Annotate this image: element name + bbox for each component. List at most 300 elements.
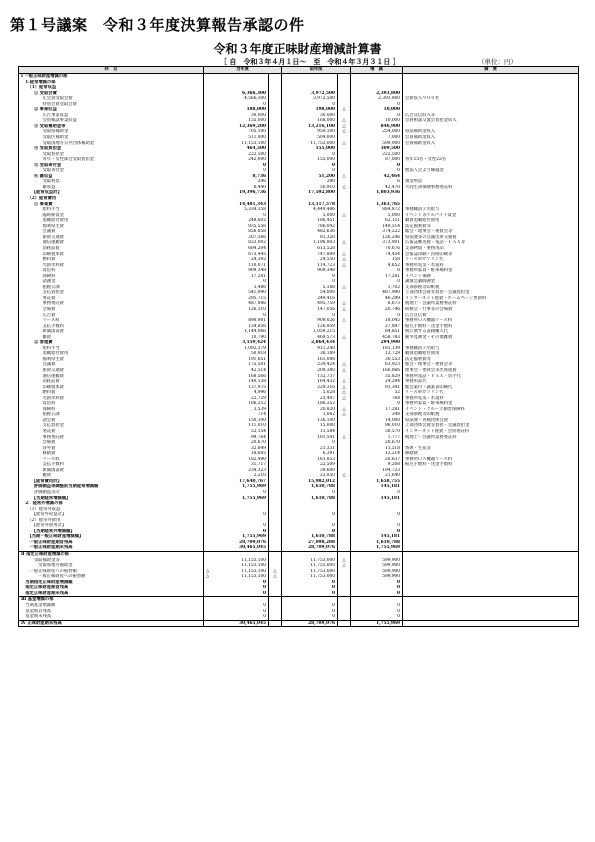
row-current: 17,640,767 bbox=[204, 479, 269, 485]
row-note: 職員退職給付費用 bbox=[403, 351, 579, 357]
row-current: 18,605 bbox=[204, 451, 269, 457]
row-item: ① 受取会費 bbox=[19, 91, 204, 97]
row-change-sign: △ bbox=[338, 185, 351, 191]
row-current: 6,366,300 bbox=[204, 91, 269, 97]
row-previous: 0 bbox=[282, 591, 338, 597]
row-note: 税に関する書籍購入代 bbox=[403, 329, 579, 335]
row-current: 935,556 bbox=[204, 224, 269, 230]
row-change: 0 bbox=[351, 591, 403, 597]
col-header-current: 当年度 bbox=[204, 67, 282, 74]
row-note: 税理士・会議所業務委託料 bbox=[403, 301, 579, 307]
row-note: 研修会・行事等の会場費 bbox=[403, 307, 579, 313]
row-current-sign: △ bbox=[206, 568, 210, 574]
row-previous: 11,753,000 bbox=[282, 141, 338, 147]
row-current: 0 bbox=[204, 609, 269, 615]
row-change: 91,341 bbox=[351, 385, 403, 391]
row-previous: 2,864,434 bbox=[282, 340, 338, 346]
row-change-sign: △ bbox=[338, 107, 351, 113]
row-change: 126,246 bbox=[351, 235, 403, 241]
row-change-sign: △ bbox=[338, 301, 351, 307]
row-item: 基金期首残高 bbox=[19, 609, 204, 615]
row-item: リース料 bbox=[19, 318, 204, 324]
row-item: 新聞図書費 bbox=[19, 468, 204, 474]
row-item: 雑収益 bbox=[19, 185, 204, 191]
row-change: 1,803,936 bbox=[351, 190, 403, 196]
row-note: 総会・理事会・委員会等 bbox=[403, 362, 579, 368]
row-item: 一般正味財産期首残高 bbox=[19, 540, 204, 546]
row-previous: 15,000 bbox=[282, 423, 338, 429]
row-current: 541,990 bbox=[204, 290, 269, 296]
row-change-sign: △ bbox=[338, 263, 351, 269]
row-previous: 747,899 bbox=[282, 252, 338, 258]
row-previous: 0 bbox=[282, 585, 338, 591]
row-change: 42,470 bbox=[351, 185, 403, 191]
row-item: 受取県補助金 bbox=[19, 129, 204, 135]
row-item: Ⅰ 一般正味財産増減の部 bbox=[19, 74, 204, 80]
row-item: 光熱水料費 bbox=[19, 396, 204, 402]
row-item: 保険料 bbox=[19, 274, 204, 280]
row-current: 3,159,424 bbox=[204, 340, 269, 346]
row-change: 768 bbox=[351, 396, 403, 402]
row-previous: 30,000 bbox=[282, 113, 338, 119]
row-previous: 290 bbox=[282, 179, 338, 185]
row-change: 8,673 bbox=[351, 301, 403, 307]
row-previous: 20,820 bbox=[282, 407, 338, 413]
row-previous: 229,316 bbox=[282, 385, 338, 391]
row-change: 166,866 bbox=[351, 368, 403, 374]
row-change: 1,702 bbox=[351, 285, 403, 291]
row-change: 0 bbox=[351, 268, 403, 274]
row-previous: 147,056 bbox=[282, 307, 338, 313]
row-previous: 11,753,000 bbox=[282, 574, 338, 580]
row-item: 事務委託費 bbox=[19, 301, 204, 307]
row-current: 0 bbox=[204, 585, 269, 591]
row-current: 296 bbox=[204, 179, 269, 185]
row-previous: 0 bbox=[282, 609, 338, 615]
row-change: 0 bbox=[351, 102, 403, 108]
row-previous-sign: △ bbox=[269, 574, 282, 580]
row-item: 評価損益等計 bbox=[19, 490, 204, 496]
row-change: 0 bbox=[351, 609, 403, 615]
row-previous: 136,100 bbox=[282, 418, 338, 424]
row-change: 884,872 bbox=[351, 207, 403, 213]
row-change: 222,500 bbox=[351, 152, 403, 158]
row-note: 事務所ＯＡ機器リース料 bbox=[403, 318, 579, 324]
row-item: 受取補助金等 bbox=[19, 558, 204, 564]
row-previous: 495,759 bbox=[282, 301, 338, 307]
row-current: 2,210 bbox=[204, 473, 269, 479]
row-item: 燃料費 bbox=[19, 390, 204, 396]
row-change-sign: △ bbox=[338, 379, 351, 385]
row-note: 慶弔見舞金・その他雑費 bbox=[403, 335, 579, 341]
row-previous: 13,584 bbox=[282, 429, 338, 435]
row-previous: 23,497 bbox=[282, 396, 338, 402]
row-previous: 13,117,578 bbox=[282, 202, 338, 208]
row-change: 27,897 bbox=[351, 324, 403, 330]
row-item: 【当期一般正味財産増減額】 bbox=[19, 534, 204, 540]
row-previous: 126,959 bbox=[282, 324, 338, 330]
row-item: 保険料 bbox=[19, 407, 204, 413]
row-item: （1）経常収益 bbox=[19, 85, 204, 91]
row-current: 0 bbox=[204, 614, 269, 620]
row-item: 当期指定正味財産増減額 bbox=[19, 580, 204, 586]
row-item: （2）経常費用 bbox=[19, 196, 204, 202]
row-item: 受取国地方公共団体補助金 bbox=[19, 141, 204, 147]
row-previous: 186,451 bbox=[282, 218, 338, 224]
row-current: 8,440 bbox=[204, 185, 269, 191]
row-change: 145,181 bbox=[351, 484, 403, 490]
row-item: 諸謝金 bbox=[19, 279, 204, 285]
row-change: 0 bbox=[351, 603, 403, 609]
row-change: 21,640 bbox=[351, 473, 403, 479]
row-change: 10,000 bbox=[351, 118, 403, 124]
row-current: 4,996 bbox=[204, 390, 269, 396]
row-note: 事務職員２名給与 bbox=[403, 207, 579, 213]
row-note: 事務所電気・水道料 bbox=[403, 396, 579, 402]
row-item: 旅費交通費 bbox=[19, 235, 204, 241]
row-note: 会員補助金収入 bbox=[403, 141, 579, 147]
row-item: 評価損益等調整前当期経常増減額 bbox=[19, 484, 204, 490]
row-previous: 0 bbox=[282, 490, 338, 496]
row-change: 846,900 bbox=[351, 124, 403, 130]
row-change-sign: △ bbox=[338, 129, 351, 135]
row-note: イベント保険 bbox=[403, 274, 579, 280]
row-change: 11,518 bbox=[351, 446, 403, 452]
row-item: 事務委託費 bbox=[19, 435, 204, 441]
row-change: 87,000 bbox=[351, 157, 403, 163]
row-current: 4,566,300 bbox=[204, 96, 269, 102]
row-previous: 161,853 bbox=[282, 457, 338, 463]
row-note: 県法連等の会議出席交通費 bbox=[403, 235, 579, 241]
row-note: 会員相談交流会負担金収入 bbox=[403, 118, 579, 124]
row-note: 事務所電気・水道料 bbox=[403, 263, 579, 269]
row-current: 126,310 bbox=[204, 307, 269, 313]
row-current: 30,465,045 bbox=[204, 545, 269, 551]
row-note: 青年15名・女性22名 bbox=[403, 157, 579, 163]
row-note: 上部団体会費等負担・会議負担金 bbox=[403, 423, 579, 429]
row-change: 0 bbox=[351, 113, 403, 119]
row-current: 856,858 bbox=[204, 229, 269, 235]
row-item: 燃料費 bbox=[19, 257, 204, 263]
row-current: 823,002 bbox=[204, 240, 269, 246]
row-previous: 0 bbox=[282, 102, 338, 108]
row-note: 総会・理事会・委員会等 bbox=[403, 229, 579, 235]
row-note bbox=[403, 620, 579, 627]
row-note: 支部県税等印紙税 bbox=[403, 285, 579, 291]
row-change: 32 bbox=[351, 390, 403, 396]
row-change: 0 bbox=[351, 523, 403, 529]
row-note: 事務所家賃・駐車場料金 bbox=[403, 268, 579, 274]
row-current: 0 bbox=[204, 580, 269, 586]
row-item: 支払負担金 bbox=[19, 290, 204, 296]
agenda-title: 第１号議案 令和３年度決算報告承認の件 bbox=[10, 16, 305, 34]
row-item: 1.経常増減の部 bbox=[19, 80, 204, 86]
row-note: インターネット経費・会員委託料 bbox=[403, 429, 579, 435]
row-current: 137,975 bbox=[204, 385, 269, 391]
row-change-sign: △ bbox=[338, 368, 351, 374]
row-current: 487,086 bbox=[204, 301, 269, 307]
row-current: 10,790 bbox=[204, 335, 269, 341]
row-current: 0 bbox=[204, 523, 269, 529]
col-header-previous: 前年度 bbox=[282, 67, 351, 74]
row-change: 1,755,969 bbox=[351, 545, 403, 551]
row-note: 事務用品代 bbox=[403, 379, 579, 385]
row-previous: 909,026 bbox=[282, 318, 338, 324]
row-change-sign: △ bbox=[338, 563, 351, 569]
col-header-change: 増 減 bbox=[351, 67, 403, 74]
row-note: 税理士・会議所業務委託料 bbox=[403, 435, 579, 441]
row-change: 149,514 bbox=[351, 224, 403, 230]
row-current: 28,709,076 bbox=[204, 540, 269, 546]
row-previous: 0 bbox=[282, 603, 338, 609]
row-previous: 24,550 bbox=[282, 257, 338, 263]
row-current: 222,500 bbox=[204, 152, 269, 158]
row-change: 96,010 bbox=[351, 423, 403, 429]
row-item: 【当期経常外増減額】 bbox=[19, 529, 204, 535]
row-item: 基金期末残高 bbox=[19, 614, 204, 620]
row-item: ② 管理費 bbox=[19, 340, 204, 346]
row-item: 光熱水料費 bbox=[19, 263, 204, 269]
row-change-sign: △ bbox=[338, 124, 351, 130]
row-change: 599,900 bbox=[351, 563, 403, 569]
row-current: 42,514 bbox=[204, 368, 269, 374]
row-previous: 164,432 bbox=[282, 379, 338, 385]
row-change-sign: △ bbox=[338, 174, 351, 180]
row-item: 福利厚生費 bbox=[19, 224, 204, 230]
row-change: 24,294 bbox=[351, 379, 403, 385]
row-change: 194,723 bbox=[351, 468, 403, 474]
row-item: 会議費 bbox=[19, 229, 204, 235]
row-item: 旅費交通費 bbox=[19, 368, 204, 374]
row-change: 487,990 bbox=[351, 290, 403, 296]
row-change: 294,990 bbox=[351, 340, 403, 346]
row-note: イベント等アルバイト賃金 bbox=[403, 213, 579, 219]
row-current: 242,000 bbox=[204, 157, 269, 163]
row-current: 3,486 bbox=[204, 285, 269, 291]
row-change: 10,000 bbox=[351, 107, 403, 113]
row-item: 受取区補助金 bbox=[19, 135, 204, 141]
row-previous: 239,424 bbox=[282, 362, 338, 368]
row-current: 5,334,358 bbox=[204, 207, 269, 213]
row-change: 181,139 bbox=[351, 346, 403, 352]
row-previous: 54,000 bbox=[282, 290, 338, 296]
row-item: 退職給付費用 bbox=[19, 218, 204, 224]
row-current: 0 bbox=[204, 529, 269, 535]
row-item: 会場費 bbox=[19, 307, 204, 313]
row-item: 広告事業収益 bbox=[19, 113, 204, 119]
row-current: △ 11,153,100 bbox=[204, 569, 269, 575]
row-item: 臨時雇賃金 bbox=[19, 213, 204, 219]
row-item: 受取利息 bbox=[19, 179, 204, 185]
row-change: 0 bbox=[351, 512, 403, 518]
row-previous: 1,062 bbox=[282, 412, 338, 418]
row-change: 1,363,765 bbox=[351, 202, 403, 208]
row-item: 消耗品費 bbox=[19, 379, 204, 385]
row-current: 111,010 bbox=[204, 423, 269, 429]
row-current: 186,252 bbox=[204, 401, 269, 407]
row-current: 110,071 bbox=[204, 263, 269, 269]
row-item: ② 事業収益 bbox=[19, 107, 204, 113]
row-change: 74,454 bbox=[351, 252, 403, 258]
row-item: 指定正味財産期首残高 bbox=[19, 585, 204, 591]
row-current: 191,651 bbox=[204, 357, 269, 363]
row-previous: 959,100 bbox=[282, 129, 338, 135]
row-current: 1,144,066 bbox=[204, 329, 269, 335]
row-item: 委託費 bbox=[19, 429, 204, 435]
row-previous: 15,982,012 bbox=[282, 479, 338, 485]
row-current: 1,755,969 bbox=[204, 534, 269, 540]
row-change-sign: △ bbox=[338, 240, 351, 246]
row-note: 事務職員２名給与 bbox=[403, 346, 579, 352]
row-current: 0 bbox=[204, 603, 269, 609]
row-item: 青年・女性部会受取負担金 bbox=[19, 157, 204, 163]
row-item: 支払手数料 bbox=[19, 324, 204, 330]
row-current: 32,849 bbox=[204, 446, 269, 452]
row-change-sign bbox=[338, 620, 351, 627]
row-change: 1,755,969 bbox=[351, 620, 403, 627]
row-current: 207,566 bbox=[204, 235, 269, 241]
row-note: インターネット経費・ホームページ更新料 bbox=[403, 296, 579, 302]
row-current: 684,204 bbox=[204, 246, 269, 252]
row-current: 14,481,343 bbox=[204, 202, 269, 208]
row-current: 52,154 bbox=[204, 429, 269, 435]
row-change: 0 bbox=[351, 313, 403, 319]
row-previous: 3,972,500 bbox=[282, 91, 338, 97]
row-current: 140,138 bbox=[204, 379, 269, 385]
col-header-item: 科 目 bbox=[19, 67, 204, 74]
row-change: 0 bbox=[351, 580, 403, 586]
row-current: 12,369,200 bbox=[204, 124, 269, 130]
row-current: 188,000 bbox=[204, 107, 269, 113]
row-change: 0 bbox=[351, 614, 403, 620]
row-change-sign: △ bbox=[338, 396, 351, 402]
row-previous: 469,573 bbox=[282, 335, 338, 341]
row-previous: 23,850 bbox=[282, 473, 338, 479]
row-previous: 5,000 bbox=[282, 213, 338, 219]
row-current: 154,856 bbox=[204, 324, 269, 330]
row-previous: 786,042 bbox=[282, 224, 338, 230]
row-item: 給料手当 bbox=[19, 346, 204, 352]
row-item: Ⅱ 指定正味財産増減の部 bbox=[19, 552, 204, 558]
row-previous: 132,737 bbox=[282, 374, 338, 380]
row-change: 9,208 bbox=[351, 462, 403, 468]
col-header-notes: 摘 要 bbox=[403, 67, 579, 74]
row-change: 62,151 bbox=[351, 218, 403, 224]
row-change: 309,500 bbox=[351, 146, 403, 152]
row-item: 退職給付費用 bbox=[19, 351, 204, 357]
row-item: Ⅳ 正味財産期末残高 bbox=[19, 620, 204, 627]
row-note: 香典・生花等 bbox=[403, 446, 579, 452]
statement-period: ［ 自 令和３年４月１日～ 至 令和４年３月３１日 ］ bbox=[220, 57, 400, 66]
row-change: 17,281 bbox=[351, 407, 403, 413]
row-current: 0 bbox=[204, 512, 269, 518]
row-item: ⑥ 雑収益 bbox=[19, 174, 204, 180]
row-note: 法定福利費等 bbox=[403, 357, 579, 363]
row-current: 31,717 bbox=[204, 462, 269, 468]
row-note: 会員補助金収入 bbox=[403, 135, 579, 141]
row-current: 234,323 bbox=[204, 468, 269, 474]
row-item: ③ 受取補助金等 bbox=[19, 124, 204, 130]
row-previous: 11,753,000 bbox=[282, 558, 338, 564]
row-previous: 0 bbox=[282, 152, 338, 158]
row-note: 職員退職給付費用 bbox=[403, 218, 579, 224]
row-change: 12,729 bbox=[351, 351, 403, 357]
row-item: 諸会費 bbox=[19, 418, 204, 424]
row-previous: 5,188 bbox=[282, 285, 338, 291]
row-change: 12,214 bbox=[351, 451, 403, 457]
row-item: 賃借料 bbox=[19, 401, 204, 407]
row-previous: 504,000 bbox=[282, 135, 338, 141]
row-note: 支部県税等印紙税 bbox=[403, 412, 579, 418]
row-current: 0 bbox=[204, 313, 269, 319]
row-item: 修繕費 bbox=[19, 451, 204, 457]
row-change: 0 bbox=[351, 168, 403, 174]
row-change: 4,652 bbox=[351, 263, 403, 269]
row-change: 2,393,800 bbox=[351, 91, 403, 97]
row-note: 広告宣伝収入等 bbox=[403, 113, 579, 119]
row-item: 会議費 bbox=[19, 362, 204, 368]
row-change: 348 bbox=[351, 412, 403, 418]
row-change: 1,777 bbox=[351, 435, 403, 441]
unit-label: （単位：円） bbox=[478, 58, 517, 66]
row-change: 158 bbox=[351, 257, 403, 263]
row-current: 0 bbox=[204, 163, 269, 169]
row-item: 支払負担金 bbox=[19, 423, 204, 429]
row-previous: 209,380 bbox=[282, 368, 338, 374]
row-previous: 11,753,000 bbox=[282, 569, 338, 575]
row-change: 0 bbox=[351, 401, 403, 407]
row-note: 振込手数料・送金手数料 bbox=[403, 462, 579, 468]
row-change: 0 bbox=[351, 279, 403, 285]
row-change: 373,901 bbox=[351, 240, 403, 246]
row-previous: 1,610,788 bbox=[282, 484, 338, 490]
row-change: 63,923 bbox=[351, 362, 403, 368]
row-previous: 28,709,076 bbox=[282, 545, 338, 551]
row-current: 0 bbox=[204, 591, 269, 597]
row-change: 145,181 bbox=[351, 496, 403, 502]
row-current: 168,566 bbox=[204, 374, 269, 380]
row-change-sign: △ bbox=[338, 412, 351, 418]
row-note: 県法補助金収入 bbox=[403, 129, 579, 135]
row-current: 1,092,379 bbox=[204, 346, 269, 352]
row-current: 511,000 bbox=[204, 135, 269, 141]
row-item: ① 事業費 bbox=[19, 202, 204, 208]
row-change: 0 bbox=[351, 585, 403, 591]
row-current: 0 bbox=[204, 279, 269, 285]
row-current: 30,000 bbox=[204, 113, 269, 119]
row-previous: 0 bbox=[282, 580, 338, 586]
row-change: 5,000 bbox=[351, 213, 403, 219]
row-note: 講演会講師謝金 bbox=[403, 279, 579, 285]
row-item: 印刷製本費 bbox=[19, 385, 204, 391]
row-change: 46,299 bbox=[351, 296, 403, 302]
row-change: 0 bbox=[351, 490, 403, 496]
row-previous: 1,610,788 bbox=[282, 534, 338, 540]
row-note: 他法人会より繰越金 bbox=[403, 168, 579, 174]
row-previous: 0 bbox=[282, 512, 338, 518]
row-previous: 0 bbox=[282, 614, 338, 620]
row-previous: 0 bbox=[282, 523, 338, 529]
row-item: 賃借料 bbox=[19, 268, 204, 274]
row-current: 464,500 bbox=[204, 146, 269, 152]
row-current: 182,490 bbox=[204, 457, 269, 463]
row-previous: 11,753,000 bbox=[282, 563, 338, 569]
statement-table bbox=[18, 66, 579, 627]
row-item: （2）経常外費用 bbox=[19, 518, 204, 524]
row-change: 458,783 bbox=[351, 335, 403, 341]
row-change: 18,045 bbox=[351, 318, 403, 324]
row-previous: 161,098 bbox=[282, 357, 338, 363]
